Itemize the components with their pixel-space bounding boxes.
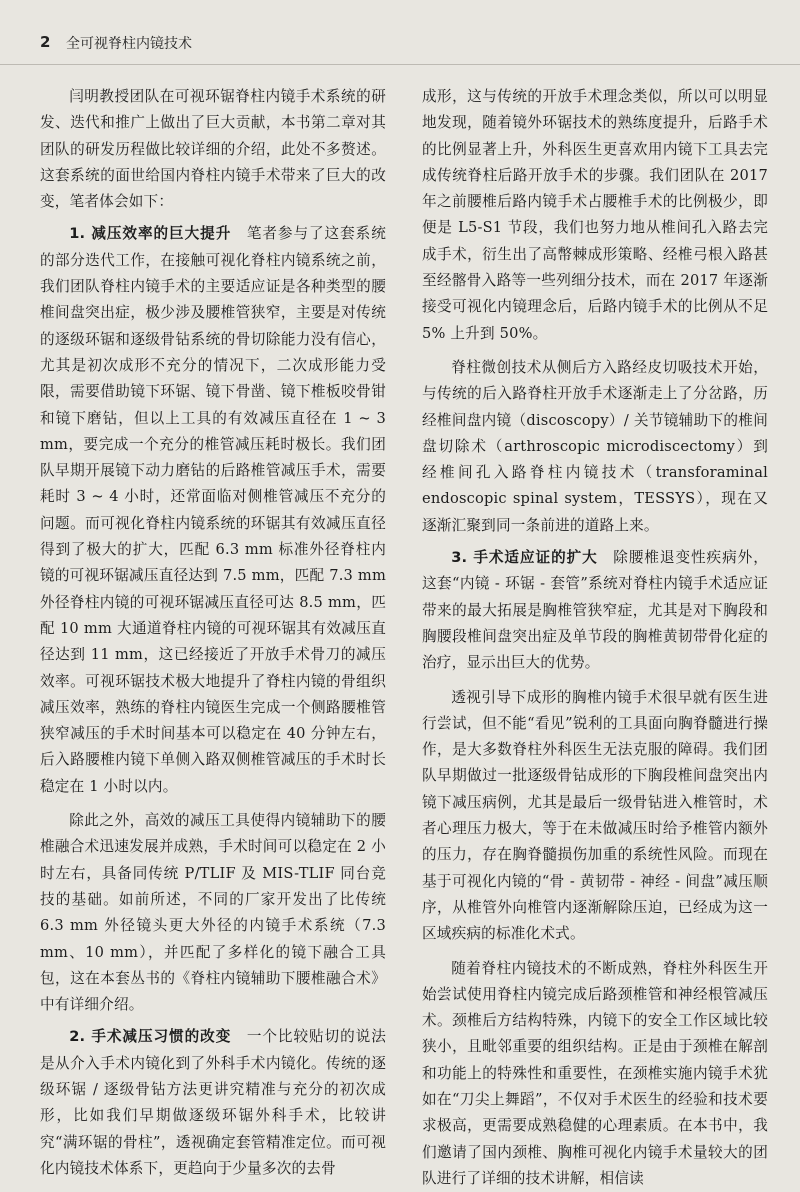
- running-title: 全可视脊柱内镜技术: [66, 33, 192, 53]
- paragraph-cervical: 随着脊柱内镜技术的不断成熟，脊柱外科医生开始尝试使用脊柱内镜完成后路颈椎管和神经根管减压术。颈椎后方结构特殊，内镜下的安全工作区域比较狭小，且毗邻重要的组织结构。正是由于颈椎在解剖和功能上的特殊性和重要性，在颈椎实施内镜手术犹如在“刀尖上舞蹈”，不仅对手术医生的经验和技术要求极高，更需要成熟稳健的心理素质。在本书中，我们邀请了国内颈椎、胸椎可视化内镜手术量较大的团队进行了详细的技术讲解，相信读: [422, 956, 768, 1192]
- section-2-body: 一个比较贴切的说法是从介入手术内镜化到了外科手术内镜化。传统的逐级环锯 / 逐级骨钻方法更讲究精准与充分的初次成形，比如我们早期做逐级环锯外科手术，比较讲究“满环锯的骨柱”，透视确定套管精准定位。而可视化内镜技术体系下，更趋向于少量多次的去骨: [40, 1028, 386, 1176]
- section-1-body: 笔者参与了这套系统的部分迭代工作，在接触可视化脊柱内镜系统之前，我们团队脊柱内镜手术的主要适应证是各种类型的腰椎间盘突出症，极少涉及腰椎管狭窄，主要是对传统的逐级环锯和逐级骨钻系统的骨切除能力没有信心，尤其是初次成形不充分的情况下，二次成形能力受限，需要借助镜下环锯、镜下骨凿、镜下椎板咬骨钳和镜下磨钻，但以上工具的有效减压直径在 1 ~ 3 mm，要完成一个充分的椎管减压耗时极长。我们团队早期开展镜下动力磨钻的后路椎管减压手术，需要耗时 3 ~ 4 小时，还常面临对侧椎管减压不充分的问题。而可视化脊柱内镜系统的环锯其有效减压直径得到了极大的扩大，匹配 6.3 mm 标准外径脊柱内镜的可视环锯减压直径达到 7.5 mm，匹配 7.3 mm 外径脊柱内镜的可视环锯减压直径可达 8.5 mm，匹配 10 mm 大通道脊柱内镜的可视环锯其有效减压直径达到 11 mm，这已经接近了开放手术骨刀的减压效率。可视环锯技术极大地提升了脊柱内镜的骨组织减压效率，熟练的脊柱内镜医生完成一个侧路腰椎管狭窄减压的手术时间基本可以稳定在 40 分钟左右，后入路腰椎内镜下单侧入路双侧椎管减压的手术时长稳定在 1 小时以内。: [40, 225, 386, 794]
- section-1-paragraph: [40, 221, 386, 800]
- paragraph-thoracic: 透视引导下成形的胸椎内镜手术很早就有医生进行尝试，但不能“看见”锐利的工具面向胸脊髓进行操作，是大多数脊柱外科医生无法克服的障碍。我们团队早期做过一批逐级骨钻成形的下胸段椎间盘突出内镜下减压病例，尤其是最后一级骨钻进入椎管时，术者心理压力极大，等于在未做减压时给予椎管内额外的压力，存在胸脊髓损伤加重的系统性风险。而现在基于可视化内镜的“骨 - 黄韧带 - 神经 - 间盘”减压顺序，从椎管外向椎管内逐渐解除压迫，已经成为这一区域疾病的标准化术式。: [422, 685, 768, 948]
- section-2-paragraph: [40, 1024, 386, 1182]
- section-2-heading: 2. 手术减压习惯的改变: [69, 1028, 231, 1045]
- right-column: [422, 84, 768, 1192]
- section-1-heading: 1. 减压效率的巨大提升: [69, 225, 231, 242]
- section-3-heading: 3. 手术适应证的扩大: [451, 549, 598, 566]
- paragraph-continued: 成形，这与传统的开放手术理念类似，所以可以明显地发现，随着镜外环锯技术的熟练度提升，后路手术的比例显著上升，外科医生更喜欢用内镜下工具去完成传统脊柱后路开放手术的步骤。我们团队在 2017 年之前腰椎后路内镜手术占腰椎手术的比例极少，即便是 L5-S1 节段，我们也努力地从椎间孔入路去完成手术，衍生出了高幣棘成形策略、经椎弓根入路甚至经髂骨入路等一些列细分技术，而在 2017 年逐渐接受可视化内镜理念后，后路内镜手术的比例从不足 5% 上升到 50%。: [422, 84, 768, 347]
- page-number: 2: [40, 33, 50, 51]
- section-3-body: 除腰椎退变性疾病外，这套“内镜 - 环锯 - 套管”系统对脊柱内镜手术适应证带来的最大拓展是胸椎管狭窄症，尤其是对下胸段和胸腰段椎间盘突出症及单节段的胸椎黄韧带骨化症的治疗，显示出巨大的优势。: [422, 549, 768, 671]
- paragraph-intro: 闫明教授团队在可视环锯脊柱内镜手术系统的研发、迭代和推广上做出了巨大贡献，本书第二章对其团队的研发历程做比较详细的介绍，此处不多赘述。这套系统的面世给国内脊柱内镜手术带来了巨大的改变，笔者体会如下：: [40, 84, 386, 215]
- section-3-paragraph: [422, 545, 768, 676]
- left-column: [40, 84, 386, 1182]
- paragraph-fusion: 除此之外，高效的减压工具使得内镜辅助下的腰椎融合术迅速发展并成熟，手术时间可以稳定在 2 小时左右，具备同传统 P/TLIF 及 MIS-TLIF 同台竞技的基础。如前所述，不同的厂家开发出了比传统 6.3 mm 外径镜头更大外径的内镜手术系统（7.3 mm、10 mm），并匹配了多样化的镜下融合工具包，这在本套丛书的《脊柱内镜辅助下腰椎融合术》中有详细介绍。: [40, 808, 386, 1018]
- page-header: [0, 0, 800, 65]
- paragraph-history: 脊柱微创技术从侧后方入路经皮切吸技术开始，与传统的后入路脊柱开放手术逐渐走上了分岔路，历经椎间盘内镜（discoscopy）/ 关节镜辅助下的椎间盘切除术（arthroscopic microdiscectomy）到经椎间孔入路脊柱内镜技术（transforaminal endoscopic spinal system，TESSYS），现在又逐渐汇聚到同一条前进的道路上来。: [422, 355, 768, 539]
